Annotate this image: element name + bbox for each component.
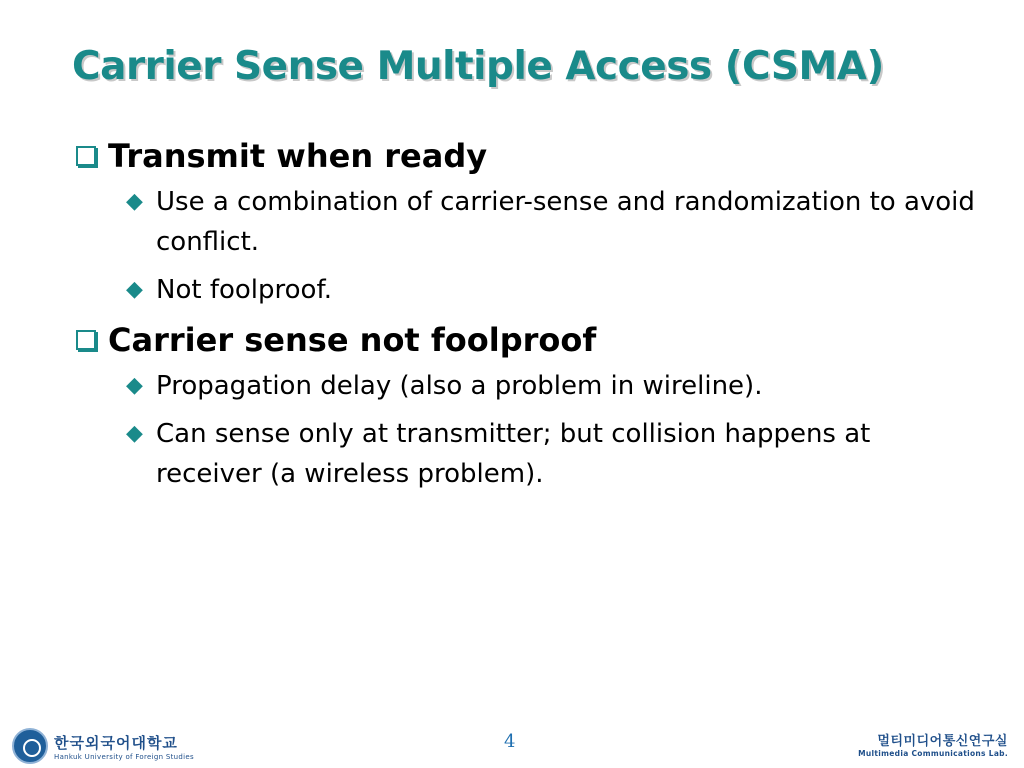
hollow-square-icon xyxy=(76,134,108,178)
slide-title: Carrier Sense Multiple Access (CSMA) xyxy=(72,44,884,89)
diamond-icon: ◆ xyxy=(126,421,143,446)
university-seal-icon xyxy=(12,728,48,764)
sub-bullet-text: Use a combination of carrier-sense and randomization to avoid conflict. xyxy=(156,187,975,257)
slide-content xyxy=(76,134,996,502)
lab-name-english: Multimedia Communications Lab. xyxy=(858,749,1008,758)
bullet-heading xyxy=(76,318,996,362)
sub-bullet xyxy=(126,182,996,262)
sub-bullet-text: Not foolproof. xyxy=(156,275,332,305)
lab-logo xyxy=(858,730,1008,758)
bullet-heading-text: Carrier sense not foolproof xyxy=(108,321,597,359)
sub-bullet-text: Can sense only at transmitter; but collision happens at receiver (a wireless problem). xyxy=(156,419,871,489)
university-name-english: Hankuk University of Foreign Studies xyxy=(54,752,194,761)
sub-bullet-text: Propagation delay (also a problem in wireline). xyxy=(156,371,763,401)
diamond-icon: ◆ xyxy=(126,277,143,302)
page-number: 4 xyxy=(504,731,516,752)
hollow-square-icon xyxy=(76,318,108,362)
bullet-heading xyxy=(76,134,996,178)
sub-bullet xyxy=(126,414,996,494)
university-logo xyxy=(12,728,194,764)
diamond-icon: ◆ xyxy=(126,189,143,214)
university-name-korean: 한국외국어대학교 xyxy=(54,733,178,752)
sub-bullet xyxy=(126,366,996,406)
diamond-icon: ◆ xyxy=(126,373,143,398)
lab-name-korean: 멀티미디어통신연구실 xyxy=(877,734,1008,749)
sub-bullet xyxy=(126,270,996,310)
bullet-heading-text: Transmit when ready xyxy=(108,137,488,175)
